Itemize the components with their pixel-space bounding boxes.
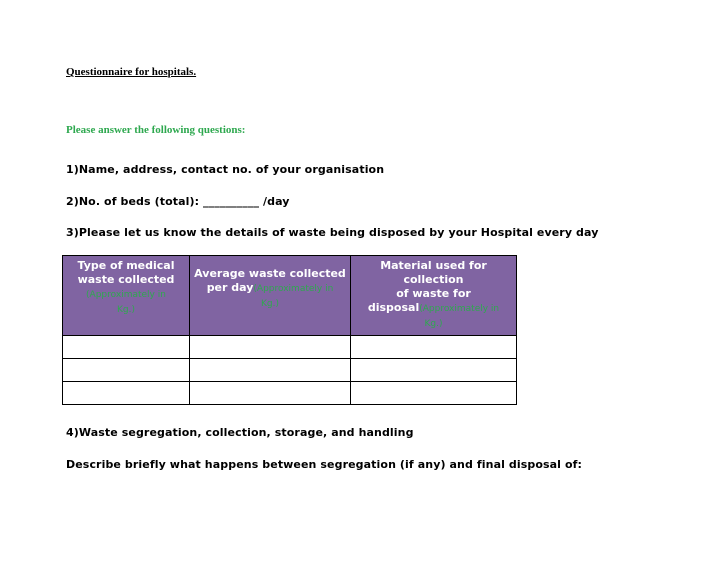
- header-note: (Approximately in: [253, 284, 334, 294]
- header-note: (Approximately in: [419, 304, 500, 314]
- header-waste-type: [63, 256, 190, 336]
- table-cell[interactable]: [190, 359, 351, 382]
- header-text: Average waste collected: [194, 267, 346, 280]
- table-row: [63, 359, 517, 382]
- table-row: [63, 336, 517, 359]
- header-note: Kg.): [117, 305, 135, 315]
- question-4: 4)Waste segregation, collection, storage, and handling: [66, 426, 414, 439]
- table-cell[interactable]: [63, 336, 190, 359]
- header-text: disposal: [367, 301, 420, 314]
- waste-details-table: [62, 255, 517, 405]
- table-cell[interactable]: [351, 336, 517, 359]
- table-row: [63, 382, 517, 405]
- header-text: waste collected: [77, 273, 175, 286]
- instructions-heading: Please answer the following questions:: [66, 124, 246, 136]
- table-cell[interactable]: [63, 359, 190, 382]
- header-note: Kg.): [261, 299, 279, 309]
- header-text: per day: [206, 281, 254, 294]
- page-title: Questionnaire for hospitals.: [66, 66, 197, 78]
- header-text: Material used for collection: [380, 259, 487, 286]
- header-collection-material: [351, 256, 517, 336]
- table-cell[interactable]: [351, 359, 517, 382]
- table-cell[interactable]: [63, 382, 190, 405]
- table-cell[interactable]: [190, 382, 351, 405]
- header-text: Type of medical: [77, 259, 175, 272]
- question-2: 2)No. of beds (total): __________ /day: [66, 195, 290, 208]
- header-text: of waste for: [396, 287, 471, 300]
- question-1: 1)Name, address, contact no. of your organisation: [66, 163, 385, 176]
- question-3: 3)Please let us know the details of waste being disposed by your Hospital every day: [66, 226, 599, 239]
- header-note: Kg.): [424, 319, 443, 329]
- table-cell[interactable]: [351, 382, 517, 405]
- table-header-row: [63, 256, 517, 336]
- question-5: Describe briefly what happens between segregation (if any) and final disposal of:: [66, 458, 583, 471]
- header-note: (Approximately in: [86, 290, 166, 300]
- header-average-waste: [190, 256, 351, 336]
- table-cell[interactable]: [190, 336, 351, 359]
